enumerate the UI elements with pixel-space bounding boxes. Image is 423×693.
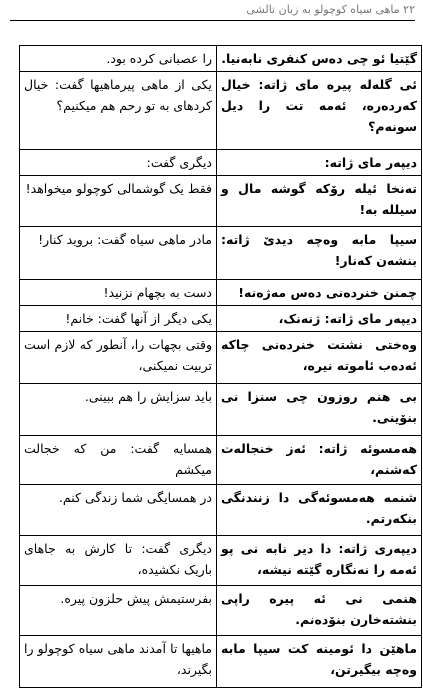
kurdish-cell: ماهێن دا ئومینە کت سیپا مابە وەچە بیگیرتن، xyxy=(217,636,422,688)
persian-cell: دست به بچهام نزنید! xyxy=(20,280,217,306)
persian-cell: ماهیها تا آمدند ماهی سیاه کوچولو را بگیرند، xyxy=(20,636,217,688)
kurdish-cell: وەختی نشتت خنردەنی چاکە ئەدەب ئاموتە نیرە، xyxy=(217,332,422,384)
bilingual-table xyxy=(19,45,422,688)
kurdish-cell: هەمسوئە ژاتە: ئەز خنجالەت کەشنم، xyxy=(217,436,422,485)
persian-cell: یکی دیگر از آنها گفت: خانم! xyxy=(20,306,217,332)
kurdish-cell: سیپا مابە وەچە دیدێ ژاتە: بنشەن کەنار! xyxy=(217,227,422,280)
table-row xyxy=(20,485,422,536)
table-row xyxy=(20,150,422,176)
table-row xyxy=(20,536,422,586)
table-row xyxy=(20,176,422,227)
kurdish-cell: چمنن خنردەنی دەس مەژەنە! xyxy=(217,280,422,306)
kurdish-cell: دیپەر مای ژاتە: ژنەنک، xyxy=(217,306,422,332)
kurdish-cell: ئی گلەلە پیرە مای ژاتە: خیال کەردەرە، ئەمە تت را دیل سونەم؟ xyxy=(217,72,422,150)
persian-cell: باید سزایش را هم ببینی. xyxy=(20,384,217,436)
persian-cell: بفرستیمش پیش حلزون پیره. xyxy=(20,586,217,636)
table-row xyxy=(20,227,422,280)
persian-cell: فقط یک گوشمالی کوچولو میخواهد! xyxy=(20,176,217,227)
kurdish-cell: شنمە هەمسوئەگی دا زنندنگی بنکەرتم. xyxy=(217,485,422,536)
table-row xyxy=(20,436,422,485)
table-row xyxy=(20,280,422,306)
table-row xyxy=(20,46,422,72)
persian-cell: دیگری گفت: تا کارش به جاهای باریک نکشیده، xyxy=(20,536,217,586)
kurdish-cell: دیپەری ژاتە: دا دیر نابە نی پو ئەمە را نەنگارە گێتە نیشە، xyxy=(217,536,422,586)
table-row xyxy=(20,384,422,436)
kurdish-cell: گێتیا ئو چی دەس کنفری نابەنیا. xyxy=(217,46,422,72)
persian-cell: همسایه گفت: من که خجالت میکشم xyxy=(20,436,217,485)
kurdish-cell: دیپەر مای ژاتە: xyxy=(217,150,422,176)
persian-cell: را عصبانی کرده بود. xyxy=(20,46,217,72)
table-row xyxy=(20,636,422,688)
kurdish-cell: بی هنم روزون چی سنزا نی بنۆینی. xyxy=(217,384,422,436)
persian-cell: در همسایگی شما زندگی کنم. xyxy=(20,485,217,536)
table-row xyxy=(20,72,422,150)
table-row xyxy=(20,586,422,636)
kurdish-cell: هنمی نی ئە پیرە راپی بنشتەخارن بنۆدەنم. xyxy=(217,586,422,636)
table-row xyxy=(20,332,422,384)
persian-cell: یکی از ماهی پیرماهیها گفت: خیال کردهای به تو رحم هم میکنیم؟ xyxy=(20,72,217,150)
persian-cell: وقتی بچهات را، آنطور که لازم است تربیت نمیکنی، xyxy=(20,332,217,384)
kurdish-cell: تەنخا ئیلە رۆکە گوشە مال و سیللە بە! xyxy=(217,176,422,227)
persian-cell: مادر ماهی سیاه گفت: بروید کنار! xyxy=(20,227,217,280)
persian-cell: دیگری گفت: xyxy=(20,150,217,176)
table-row xyxy=(20,306,422,332)
page-header: ۲۲ ماهی سیاه کوچولو به زبان تالشی xyxy=(10,2,415,21)
